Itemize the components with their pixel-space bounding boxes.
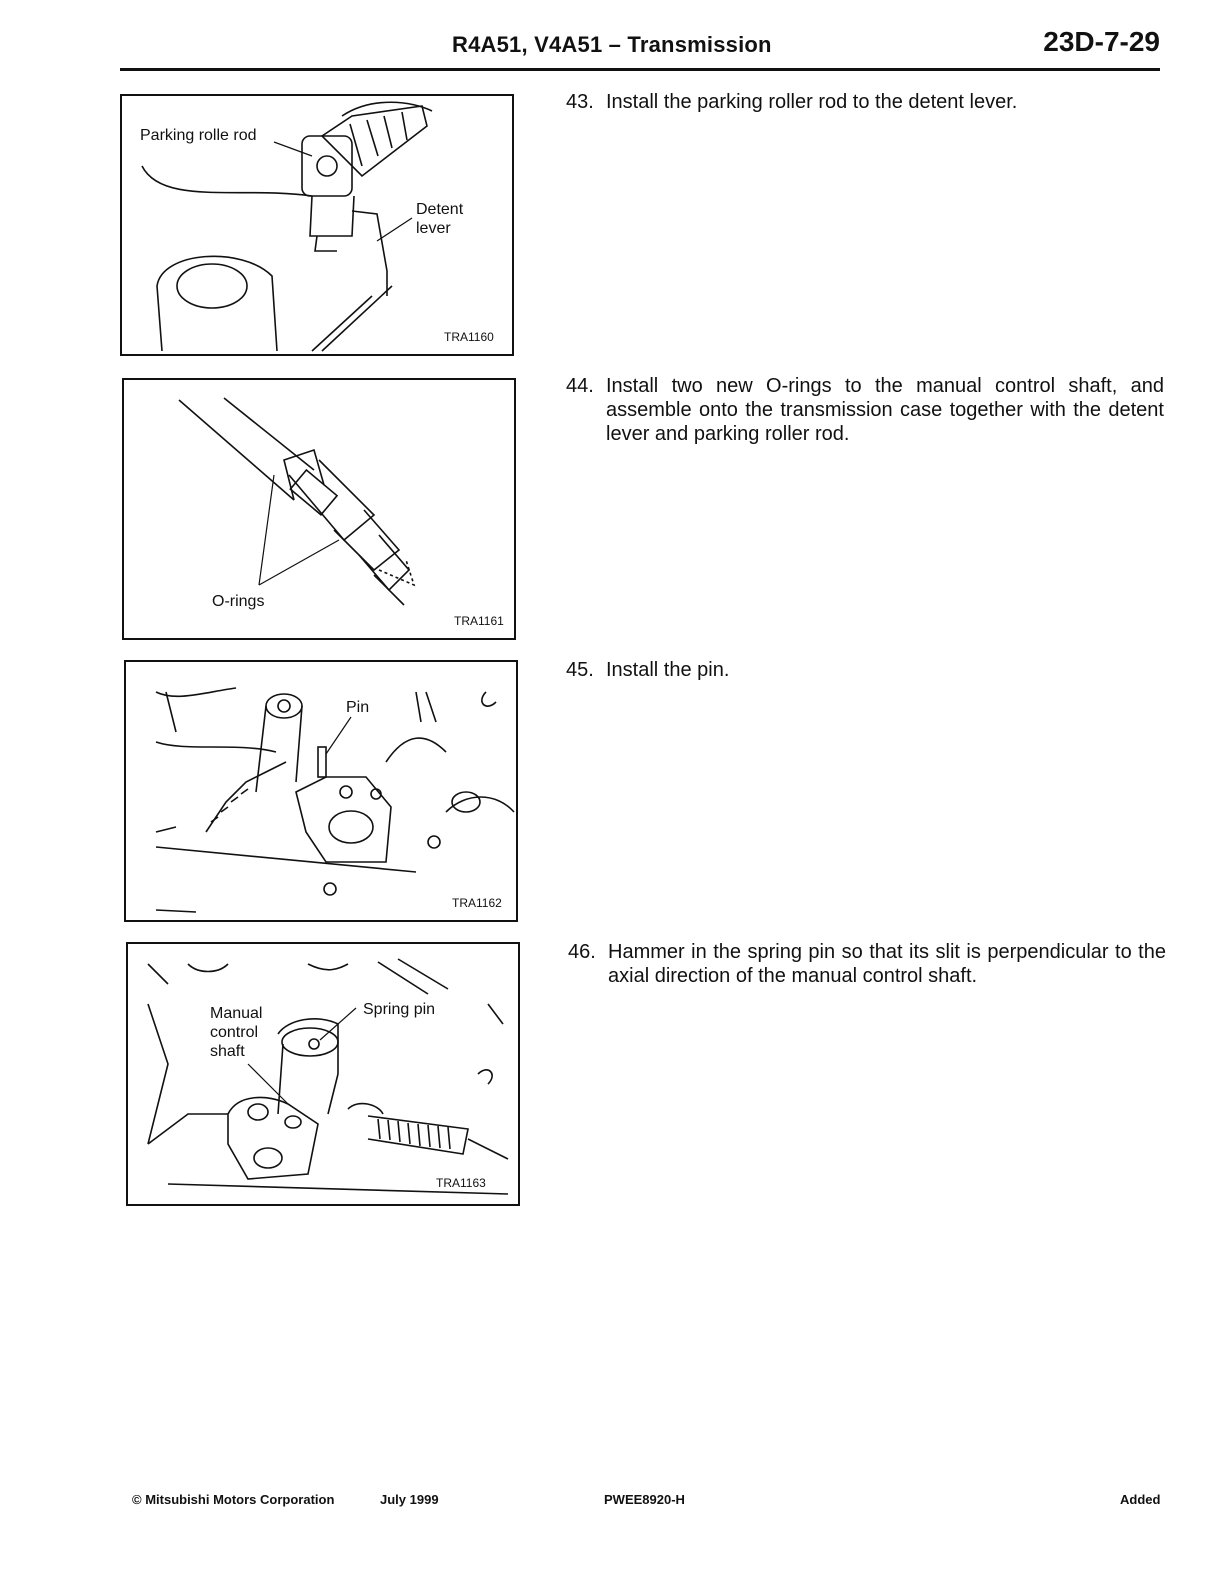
- figure-o-rings: [122, 378, 516, 640]
- label-parking-rolle-rod: Parking rolle rod: [140, 127, 257, 144]
- illustration-o-rings: [124, 380, 514, 638]
- page-number: 23D-7-29: [1043, 26, 1160, 57]
- label-pin: Pin: [346, 699, 370, 716]
- illustration-spring-pin: [128, 944, 518, 1204]
- step-number: 44.: [566, 375, 594, 397]
- figure-id: TRA1160: [444, 330, 494, 344]
- step-text: Install the parking roller rod to the detent lever.: [606, 91, 1018, 113]
- page-header-title: R4A51, V4A51 – Transmission: [452, 32, 772, 57]
- figure-parking-roller-rod: [120, 94, 514, 356]
- figure-id: TRA1162: [452, 896, 502, 910]
- header-rule: [120, 68, 1160, 71]
- figure-pin: [124, 660, 518, 922]
- footer-code: PWEE8920-H: [604, 1492, 685, 1507]
- label-detent-lever: Detent lever: [416, 201, 464, 237]
- figure-spring-pin: [126, 942, 520, 1206]
- footer-copyright: © Mitsubishi Motors Corporation: [132, 1492, 335, 1507]
- footer-date: July 1999: [380, 1492, 439, 1507]
- step-number: 43.: [566, 91, 594, 113]
- step-text: Install the pin.: [606, 659, 730, 681]
- figure-id: TRA1161: [454, 614, 504, 628]
- label-manual-control-shaft: Manual control shaft: [210, 1005, 263, 1060]
- step-number: 46.: [568, 941, 596, 963]
- step-number: 45.: [566, 659, 594, 681]
- label-spring-pin: Spring pin: [363, 1001, 436, 1018]
- footer-status: Added: [1120, 1492, 1161, 1507]
- figure-id: TRA1163: [436, 1176, 486, 1190]
- step-text: Hammer in the spring pin so that its slit is perpendicular to the axial direction of the manual control shaft.: [608, 941, 1166, 987]
- step-text: Install two new O-rings to the manual control shaft, and assemble onto the transmission case together with the detent lever and parking roller rod.: [606, 375, 1164, 445]
- illustration-pin: [126, 662, 516, 920]
- label-o-rings: O-rings: [212, 593, 265, 610]
